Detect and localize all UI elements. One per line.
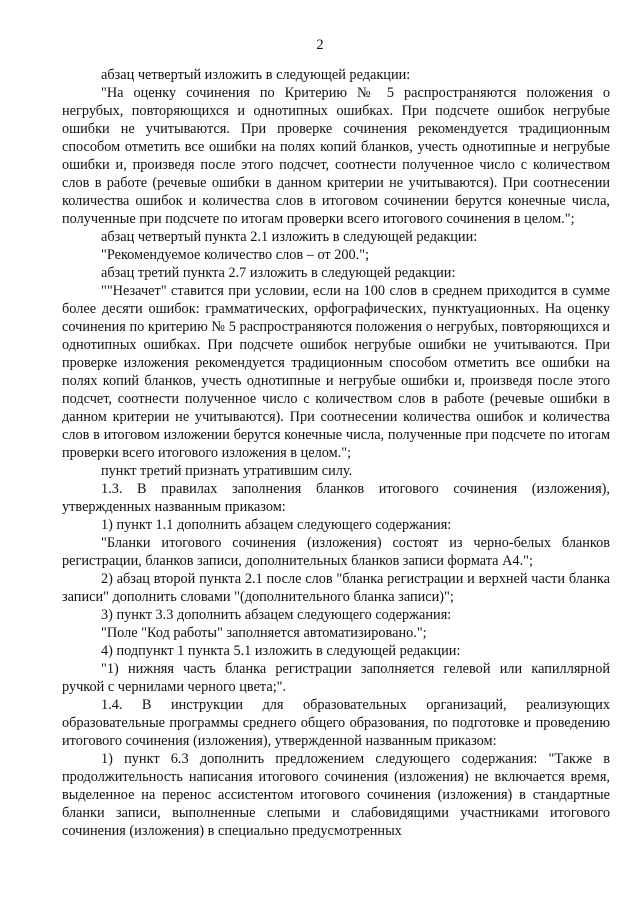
paragraph: "1) нижняя часть бланка регистрации заполняется гелевой или капиллярной ручкой с чернилами черного цвета;". <box>62 661 610 695</box>
paragraph: абзац третий пункта 2.7 изложить в следующей редакции: <box>101 265 456 281</box>
paragraph: 4) подпункт 1 пункта 5.1 изложить в следующей редакции: <box>101 643 461 659</box>
paragraph: "На оценку сочинения по Критерию № 5 распространяются положения о негрубых, повторяющихся и однотипных ошибках. При подсчете ошибок негрубые ошибки не учитываются. При проверке сочинения рекомендуется традиционным способом отметить все ошибки на полях копий бланков, учесть однотипные и негрубые ошибки и, произведя после этого подсчет, соотнести полученное число с количеством слов в работе (речевые ошибки в данном критерии не учитываются). При соотнесении количества ошибок и количества слов в итоговом сочинении берутся конечные числа, полученные при подсчете по итогам проверки всего итогового сочинения в целом."; <box>62 85 610 227</box>
paragraph: 1) пункт 6.3 дополнить предложением следующего содержания: "Также в продолжительность написания итогового сочинения (изложения) не включается время, выделенное на перенос ассистентом итогового сочинения (изложения) в стандартные бланки записи, выполненные слепыми и слабовидящими участниками итогового сочинения (изложения) в специально предусмотренных <box>62 751 610 839</box>
paragraph: пункт третий признать утратившим силу. <box>101 463 353 479</box>
document-body <box>62 66 610 840</box>
paragraph: 3) пункт 3.3 дополнить абзацем следующего содержания: <box>101 607 452 623</box>
paragraph: абзац четвертый пункта 2.1 изложить в следующей редакции: <box>101 229 478 245</box>
paragraph: 1.3. В правилах заполнения бланков итогового сочинения (изложения), утвержденных названным приказом: <box>62 481 610 515</box>
paragraph: абзац четвертый изложить в следующей редакции: <box>101 67 411 83</box>
paragraph: ""Незачет" ставится при условии, если на 100 слов в среднем приходится в сумме более десяти ошибок: грамматических, орфографических, пунктуационных. На оценку сочинения по критерию № 5 распространяются положения о негрубых, повторяющихся и однотипных ошибках. При подсчете ошибок негрубые ошибки не учитываются. При проверке изложения рекомендуется традиционным способом отметить все ошибки на полях копий бланков, учесть однотипные и негрубые ошибки и, произведя после этого подсчет, соотнести полученное число с количеством слов в работе (речевые ошибки в данном критерии не учитываются). При соотнесении количества ошибок и количества слов в итоговом изложении берутся конечные числа, полученные при подсчете по итогам проверки всего итогового изложения в целом."; <box>62 283 610 461</box>
paragraph: "Бланки итогового сочинения (изложения) состоят из черно-белых бланков регистрации, бланков записи, дополнительных бланков записи формата А4."; <box>62 535 610 569</box>
paragraph: "Поле "Код работы" заполняется автоматизировано."; <box>101 625 427 641</box>
page-number: 2 <box>316 37 324 53</box>
paragraph: 1.4. В инструкции для образовательных организаций, реализующих образовательные программы среднего общего образования, по подготовке и проведению итогового сочинения (изложения), утвержденной названным приказом: <box>62 697 610 749</box>
paragraph: 2) абзац второй пункта 2.1 после слов "бланка регистрации и верхней части бланка записи" дополнить словами "(дополнительного бланка записи)"; <box>62 571 610 605</box>
paragraph: 1) пункт 1.1 дополнить абзацем следующего содержания: <box>101 517 452 533</box>
paragraph: "Рекомендуемое количество слов – от 200."; <box>101 247 370 263</box>
